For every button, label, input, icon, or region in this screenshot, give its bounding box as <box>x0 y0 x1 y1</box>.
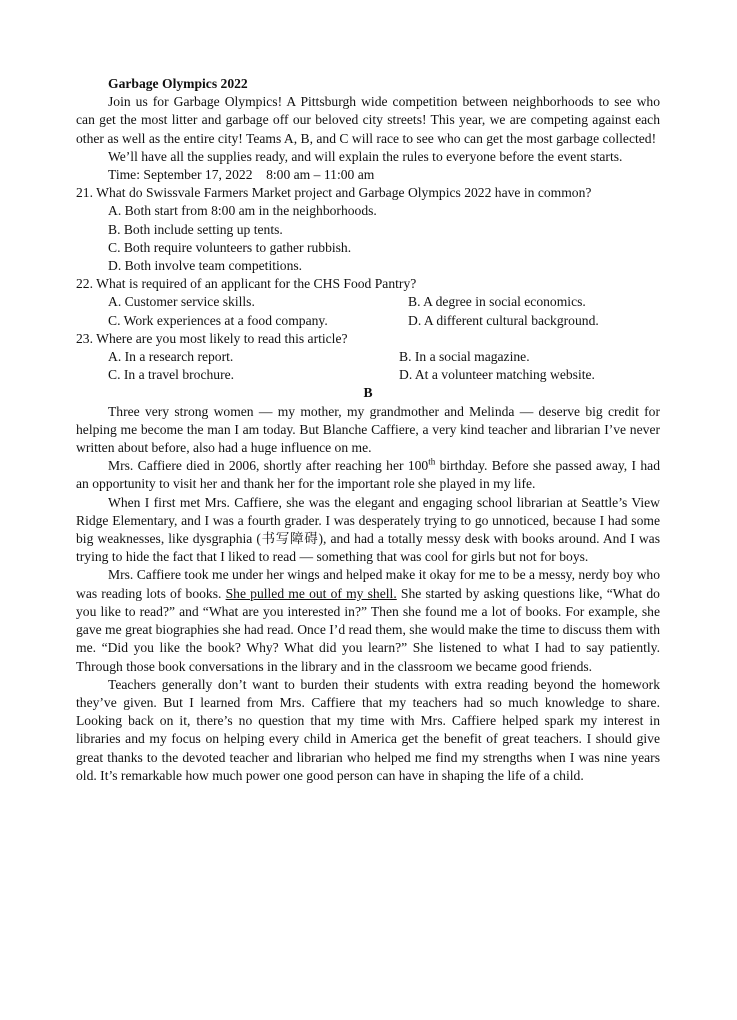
passage-b-paragraph-4 <box>76 566 660 675</box>
section-b-heading: B <box>363 385 373 401</box>
question-22-option-c: C. Work experiences at a food company. <box>108 312 328 328</box>
passage-b-paragraph-5: Teachers generally don’t want to burden their students with extra reading beyond the homework they’ve given. But I learned from Mrs. Caffiere that my teachers had so much knowledge to share. Looking back on it, there’s no question that my time with Mrs. Caffiere helped spark my interest in libraries and my focus on helping every child in America get the benefit of great teachers. I should give great thanks to the devoted teacher and librarian who helped me find my strengths when I was nine years old. It’s remarkable how much power one good person can have in shaping the life of a child. <box>76 676 660 783</box>
event-title: Garbage Olympics 2022 <box>108 76 248 91</box>
ordinal-suffix: th <box>428 456 436 467</box>
question-23-option-c: C. In a travel brochure. <box>108 367 235 383</box>
passage-b-paragraph-4-part-2: She started by asking questions like, “What do you like to read?” and “What are you interested in?” Then she found me a lot of books. For example, she gave me great biographies she had read. Once I’d read them, she would make the time to discuss them with me. “Did you like the book? Why? What did you learn?” She listened to what I had to say patiently. Through those book conversations in the library and in the classroom we became good friends. <box>76 585 660 674</box>
question-21-stem: 21. What do Swissvale Farmers Market project and Garbage Olympics 2022 have in common? <box>76 185 592 201</box>
passage-b-paragraph-2-part-1: Mrs. Caffiere died in 2006, shortly after reaching her 100 <box>108 458 429 474</box>
question-21-option-a: A. Both start from 8:00 am in the neighborhoods. <box>108 203 377 219</box>
question-21-option-b: B. Both include setting up tents. <box>108 221 283 237</box>
event-paragraph-1: Join us for Garbage Olympics! A Pittsburgh wide competition between neighborhoods to see who can get the most litter and garbage off our beloved city streets! This year, we are competing against each other as well as the entire city! Teams A, B, and C will race to see who can get the most garbage collected! <box>76 94 660 146</box>
underlined-sentence: She pulled me out of my shell. <box>225 585 397 601</box>
passage-b-paragraph-3: When I first met Mrs. Caffiere, she was the elegant and engaging school librarian at Seattle’s View Ridge Elementary, and I was a fourth grader. I was desperately trying to go unnoticed, because I had some big weaknesses, like dysgraphia (书写障碍), and had a totally messy desk with books around. And I was trying to hide the fact that I liked to read — something that was cool for girls but not for boys. <box>76 494 660 565</box>
question-22-stem: 22. What is required of an applicant for the CHS Food Pantry? <box>76 276 417 292</box>
question-22-option-b: B. A degree in social economics. <box>408 294 586 310</box>
question-21-option-c: C. Both require volunteers to gather rubbish. <box>108 239 352 255</box>
passage-b-paragraph-1: Three very strong women — my mother, my grandmother and Melinda — deserve big credit for helping me become the man I am today. But Blanche Caffiere, a very kind teacher and librarian I’ve never written about before, also had a huge influence on me. <box>76 403 660 456</box>
question-21-option-d: D. Both involve team competitions. <box>108 258 303 274</box>
passage-b-paragraph-2 <box>76 457 660 493</box>
question-23-option-d: D. At a volunteer matching website. <box>399 367 595 383</box>
question-23-stem: 23. Where are you most likely to read this article? <box>76 330 348 346</box>
passage-b-paragraph-4-part-1: Mrs. Caffiere took me under her wings and helped make it okay for me to be a messy, nerdy boy who was reading lots of books. <box>76 567 660 601</box>
question-22-options-row-1 <box>76 293 660 311</box>
question-22-option-a: A. Customer service skills. <box>108 294 255 310</box>
event-time: Time: September 17, 2022 8:00 am – 11:00 am <box>108 167 375 183</box>
question-22-options-row-2 <box>76 312 660 330</box>
question-23-option-a: A. In a research report. <box>108 349 234 365</box>
question-22-option-d: D. A different cultural background. <box>408 312 599 328</box>
event-paragraph-2: We’ll have all the supplies ready, and will explain the rules to everyone before the event starts. <box>108 148 623 164</box>
passage-b-paragraph-2-part-2: birthday. Before she passed away, I had an opportunity to visit her and thank her for the important role she played in my life. <box>76 458 660 492</box>
question-23-option-b: B. In a social magazine. <box>399 349 530 365</box>
question-23-options-row-1 <box>76 348 660 366</box>
question-23-options-row-2 <box>76 366 660 384</box>
